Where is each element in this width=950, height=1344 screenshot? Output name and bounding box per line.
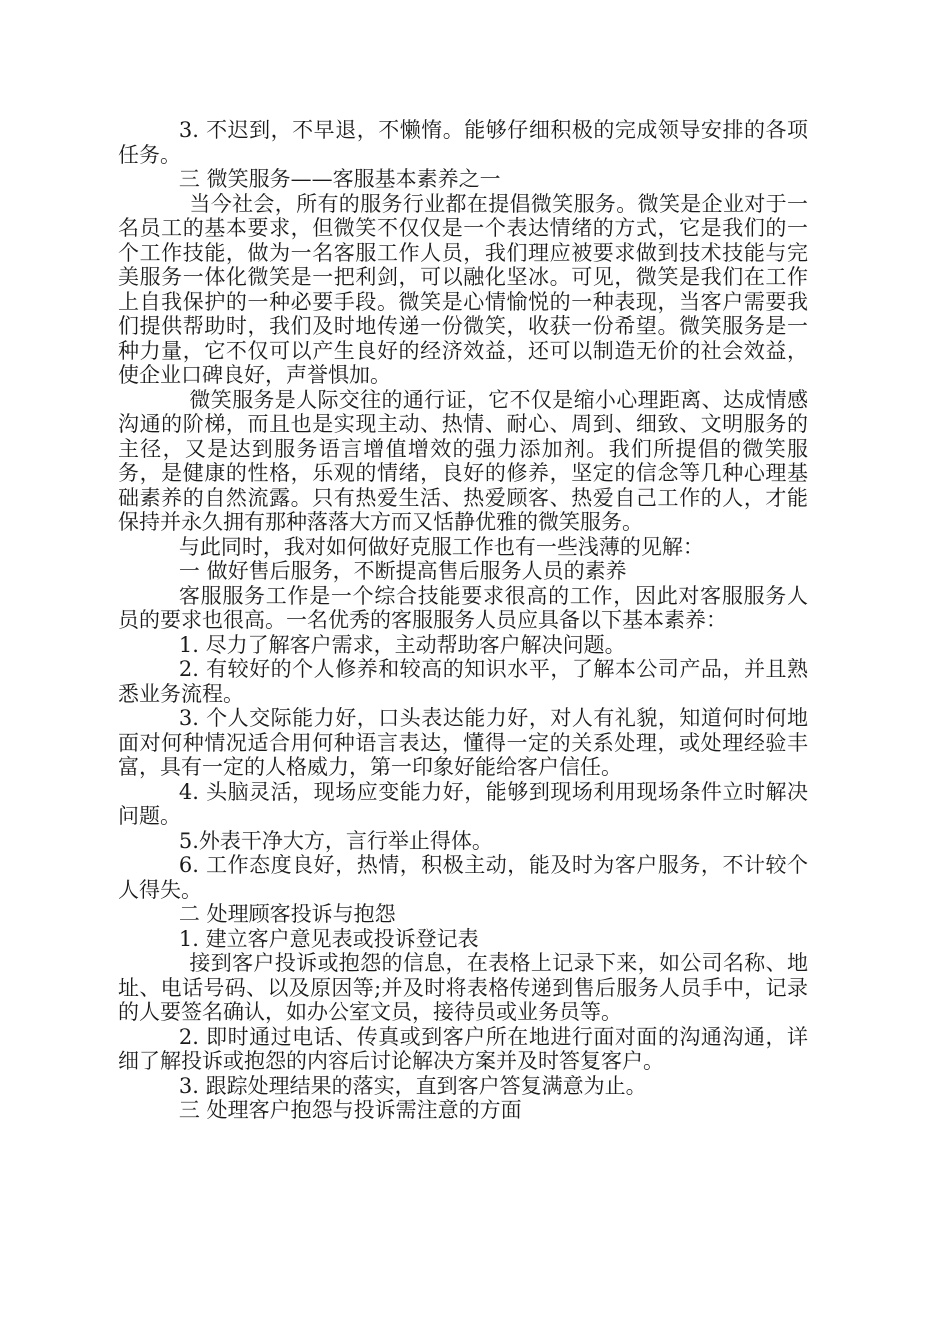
list-item: 6. 工作态度良好，热情，积极主动，能及时为客户服务，不计较个人得失。 bbox=[118, 853, 808, 902]
section-heading: 三 处理客户抱怨与投诉需注意的方面 bbox=[178, 1098, 522, 1122]
paragraph: 3. 不迟到，不早退，不懒惰。能够仔细积极的完成领导安排的各项任务。 bbox=[118, 118, 808, 167]
section-heading: 一 做好售后服务，不断提高售后服务人员的素养 bbox=[178, 559, 627, 583]
section-heading: 二 处理顾客投诉与抱怨 bbox=[178, 902, 396, 926]
list-item: 4. 头脑灵活，现场应变能力好，能够到现场利用现场条件立时解决问题。 bbox=[118, 779, 808, 828]
paragraph: 接到客户投诉或抱怨的信息，在表格上记录下来，如公司名称、地址、电话号码、以及原因等;并及时将表格传递到售后服务人员手中，记录的人要签名确认，如办公室文员，接待员或业务员等。 bbox=[118, 951, 808, 1024]
list-item: 1. 建立客户意见表或投诉登记表 bbox=[178, 926, 479, 951]
paragraph: 与此同时，我对如何做好克服工作也有一些浅薄的见解： bbox=[178, 534, 704, 559]
list-item: 3. 个人交际能力好，口头表达能力好，对人有礼貌，知道何时何地面对何种情况适合用何种语言表达，懂得一定的关系处理，或处理经验丰富，具有一定的人格威力，第一印象好能给客户信任。 bbox=[118, 706, 808, 779]
list-item: 5.外表干净大方，言行举止得体。 bbox=[178, 828, 493, 853]
section-heading: 三 微笑服务——客服基本素养之一 bbox=[178, 167, 501, 191]
list-item: 3. 跟踪处理结果的落实，直到客户答复满意为止。 bbox=[178, 1073, 647, 1098]
list-item: 2. 即时通过电话、传真或到客户所在地进行面对面的沟通沟通，详细了解投诉或抱怨的内容后讨论解决方案并及时答复客户。 bbox=[118, 1024, 808, 1073]
document-body bbox=[118, 118, 808, 1123]
paragraph: 当今社会，所有的服务行业都在提倡微笑服务。微笑是企业对于一名员工的基本要求，但微笑不仅仅是一个表达情绪的方式，它是我们的一个工作技能，做为一名客服工作人员，我们理应被要求做到技术技能与完美服务一体化微笑是一把利剑，可以融化坚冰。可见，微笑是我们在工作上自我保护的一种必要手段。微笑是心情愉悦的一种表现，当客户需要我们提供帮助时，我们及时地传递一份微笑，收获一份希望。微笑服务是一种力量，它不仅可以产生良好的经济效益，还可以制造无价的社会效益，使企业口碑良好，声誉惧加。 bbox=[118, 191, 808, 387]
paragraph: 客服服务工作是一个综合技能要求很高的工作，因此对客服服务人员的要求也很高。一名优秀的客服服务人员应具备以下基本素养： bbox=[118, 583, 808, 632]
list-item: 1. 尽力了解客户需求，主动帮助客户解决问题。 bbox=[178, 632, 626, 657]
list-item: 2. 有较好的个人修养和较高的知识水平，了解本公司产品，并且熟悉业务流程。 bbox=[118, 657, 808, 706]
paragraph: 微笑服务是人际交往的通行证，它不仅是缩小心理距离、达成情感沟通的阶梯，而且也是实现主动、热情、耐心、周到、细致、文明服务的主径，又是达到服务语言增值增效的强力添加剂。我们所提倡的微笑服务，是健康的性格，乐观的情绪，良好的修养，坚定的信念等几种心理基础素养的自然流露。只有热爱生活、热爱顾客、热爱自己工作的人，才能保持并永久拥有那种落落大方而又恬静优雅的微笑服务。 bbox=[118, 387, 808, 534]
